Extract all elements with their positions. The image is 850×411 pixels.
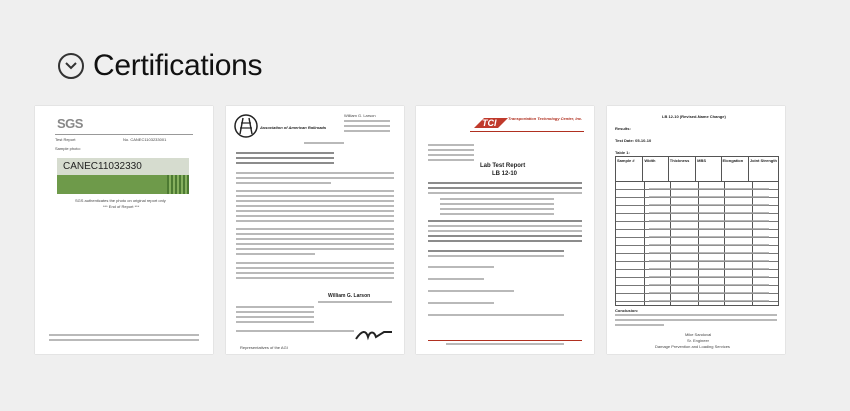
divider xyxy=(55,134,193,135)
sgs-logo: SGS xyxy=(57,116,83,131)
conclusion-label: Conclusion: xyxy=(615,308,639,313)
section-title: Certifications xyxy=(93,49,263,82)
col-thickness: Thickness xyxy=(669,157,696,181)
org-name: Association of American Railroads xyxy=(260,125,327,130)
signer-title: Sr. Engineer xyxy=(687,338,710,343)
report-title: Lab Test Report xyxy=(480,163,526,169)
report-number: LB 12-10 xyxy=(492,171,518,177)
table-label: Table 1: xyxy=(615,150,630,155)
test-date: Test Date: 05-10-10 xyxy=(615,138,652,143)
end-of-report: *** End of Report *** xyxy=(103,204,140,209)
svg-text:TCI: TCI xyxy=(482,118,497,128)
col-sample: Sample # xyxy=(616,157,643,181)
signature-icon xyxy=(354,328,394,342)
sample-photo xyxy=(57,158,189,194)
department: Damage Prevention and Loading Services xyxy=(655,344,730,349)
col-elongation: Elongation xyxy=(722,157,749,181)
table-body xyxy=(615,182,779,306)
letterhead-address: William G. Larson xyxy=(344,113,376,118)
certificate-tti[interactable] xyxy=(416,106,594,354)
certificate-table[interactable] xyxy=(607,106,785,354)
tti-logo-icon xyxy=(470,116,510,130)
signer-name: William G. Larson xyxy=(328,293,371,299)
table-header-row xyxy=(615,156,779,182)
section-header xyxy=(58,46,262,86)
results-table xyxy=(615,156,779,306)
chevron-down-icon[interactable] xyxy=(58,53,84,79)
results-label: Results: xyxy=(615,126,631,131)
col-width: Width xyxy=(643,157,668,181)
test-report-label: Test Report xyxy=(55,137,76,142)
railroad-logo-icon xyxy=(234,114,258,138)
sample-photo-label: Sample photo: xyxy=(55,146,81,151)
certificate-aar[interactable] xyxy=(226,106,404,354)
org-name: Transportation Technology Center, Inc. xyxy=(508,116,583,121)
signer-name: Mike Sandoval xyxy=(685,332,712,337)
table-heading: LB 12-10 (Revised-Name Change) xyxy=(662,114,726,119)
col-joint: Joint Strength xyxy=(749,158,777,163)
certificate-sgs[interactable] xyxy=(35,106,213,354)
col-mbs: MBS xyxy=(696,157,721,181)
sample-code: CANEC11032330 xyxy=(63,161,142,172)
footer-text: Representatives of the AGI xyxy=(240,345,288,350)
sample-note: SGS authenticates the photo on original report only xyxy=(75,198,166,203)
report-number: No. CANEC1103233001 xyxy=(123,137,167,142)
